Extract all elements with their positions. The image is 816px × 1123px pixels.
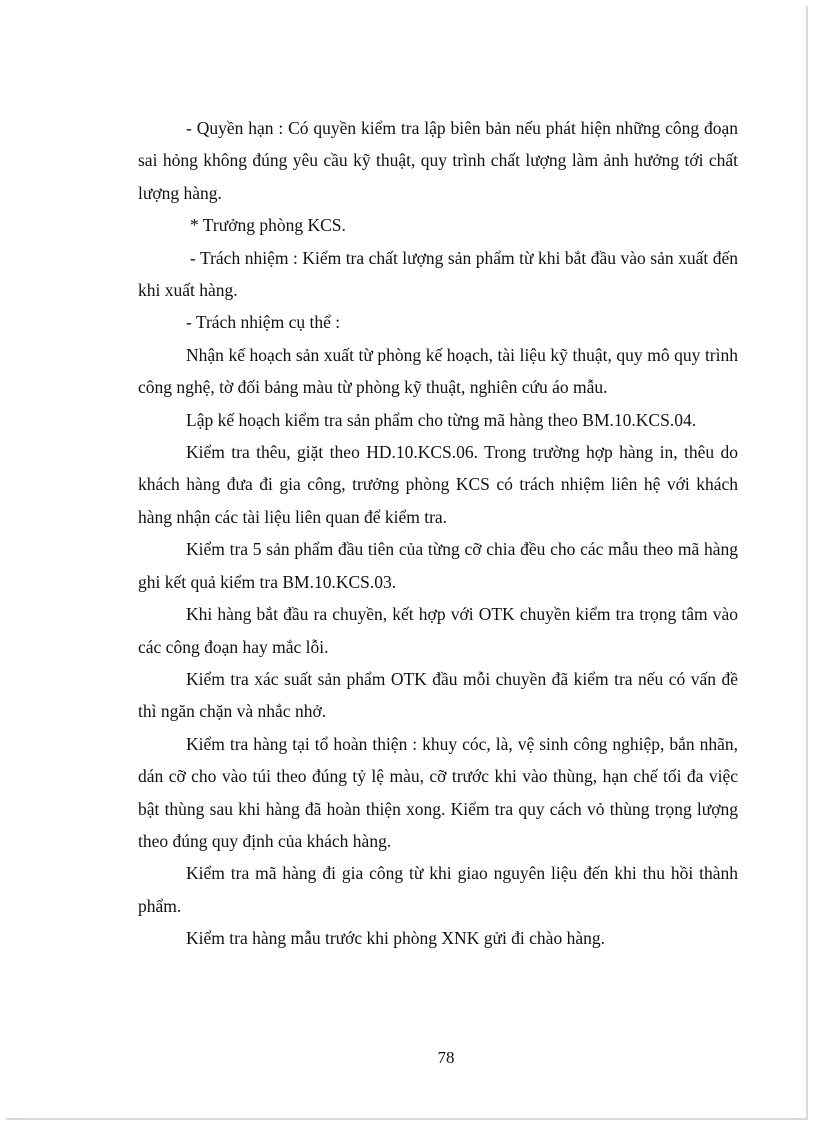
paragraph-sampling-inspection: Kiểm tra xác suất sản phẩm OTK đầu mỗi chuyền đã kiểm tra nếu có vấn đề thì ngăn chặn và nhắc nhở. bbox=[138, 668, 738, 722]
paragraph-responsibility: - Trách nhiệm : Kiểm tra chất lượng sản phẩm từ khi bắt đầu vào sản xuất đến khi xuất hàng. bbox=[138, 247, 738, 301]
paragraph-receive-plan: Nhận kế hoạch sản xuất từ phòng kế hoạch, tài liệu kỹ thuật, quy mô quy trình công nghệ, tờ đối bảng màu từ phòng kỹ thuật, nghiên cứu áo mẫu. bbox=[138, 344, 738, 398]
paragraph-specific-duties-heading: - Trách nhiệm cụ thể : bbox=[186, 312, 341, 333]
paragraph-embroidery-washing: Kiểm tra thêu, giặt theo HD.10.KCS.06. Trong trường hợp hàng in, thêu do khách hàng đưa đi gia công, trưởng phòng KCS có trách nhiệm liên hệ với khách hàng nhận các tài liệu liên quan để kiểm tra. bbox=[138, 442, 738, 527]
paragraph-outsourcing: Kiểm tra mã hàng đi gia công từ khi giao nguyên liệu đến khi thu hồi thành phẩm. bbox=[138, 863, 738, 916]
page-number: 78 bbox=[437, 1048, 455, 1067]
paragraph-sample-goods: Kiểm tra hàng mẫu trước khi phòng XNK gửi đi chào hàng. bbox=[186, 928, 605, 949]
bottom-dotted-rule bbox=[24, 1118, 792, 1119]
paragraph-first-five-products: Kiểm tra 5 sản phẩm đầu tiên của từng cỡ chia đều cho các mẫu theo mã hàng ghi kết quả kiểm tra BM.10.KCS.03. bbox=[138, 539, 738, 592]
paragraph-inspection-plan: Lập kế hoạch kiểm tra sản phẩm cho từng mã hàng theo BM.10.KCS.04. bbox=[186, 409, 697, 430]
paragraph-kcs-head-title: * Trưởng phòng KCS. bbox=[190, 215, 346, 236]
paragraph-line-start: Khi hàng bắt đầu ra chuyền, kết hợp với OTK chuyền kiểm tra trọng tâm vào các công đoạn hay mắc lỗi. bbox=[138, 604, 738, 657]
document-body bbox=[138, 112, 738, 955]
paragraph-authority: - Quyền hạn : Có quyền kiểm tra lập biên bản nếu phát hiện những công đoạn sai hỏng không đúng yêu cầu kỹ thuật, quy trình chất lượng làm ảnh hưởng tới chất lượng hàng. bbox=[138, 118, 738, 203]
paragraph-finishing-team: Kiểm tra hàng tại tổ hoàn thiện : khuy cóc, là, vệ sinh công nghiệp, bắn nhãn, dán cỡ cho vào túi theo đúng tỷ lệ màu, cỡ trước khi vào thùng, hạn chế tối đa việc bật thùng sau khi hàng đã hoàn thiện xong. Kiểm tra quy cách vỏ thùng trọng lượng theo đúng quy định của khách hàng. bbox=[138, 733, 738, 851]
